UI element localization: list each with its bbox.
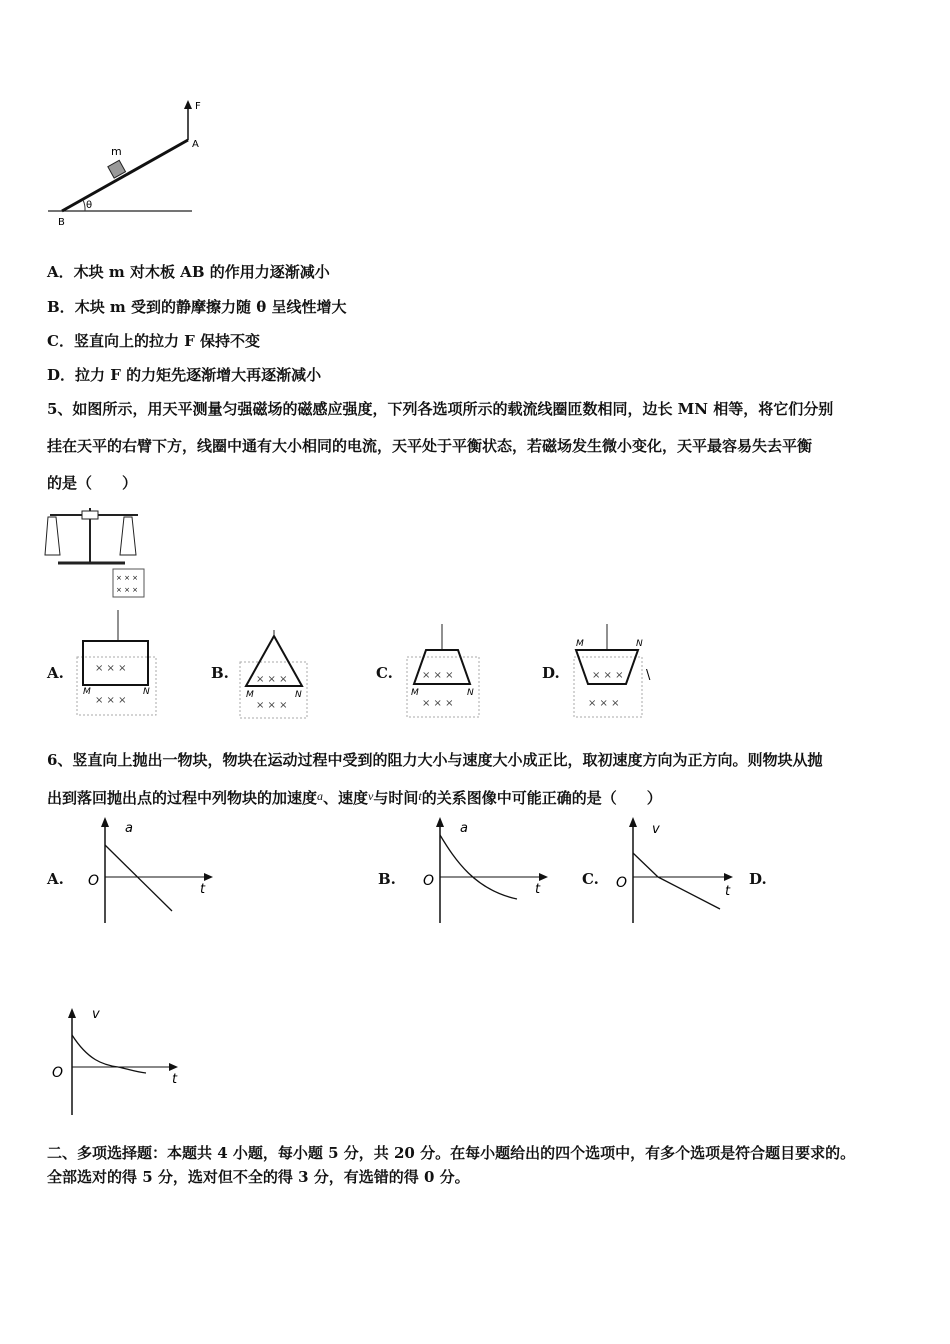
- mass-label: m: [111, 145, 122, 158]
- svg-text:O: O: [423, 873, 435, 889]
- q6-option-d-label: D.: [749, 870, 767, 888]
- svg-text:v: v: [652, 822, 660, 837]
- svg-text:t: t: [172, 1072, 178, 1087]
- angle-label: θ: [86, 200, 93, 211]
- q5-option-d-label: D.: [542, 664, 560, 682]
- svg-text:× × ×: × × ×: [592, 670, 624, 681]
- q5-option-d-figure: [570, 624, 660, 720]
- q5-option-b-label: B.: [211, 664, 229, 682]
- balance-field-row2: × × ×: [116, 586, 139, 594]
- q4-option-c: C．竖直向上的拉力 F 保持不变: [47, 332, 261, 350]
- q6-option-a-label: A.: [47, 870, 64, 888]
- q6-option-b-label: B.: [378, 870, 396, 888]
- balance-figure: [40, 503, 150, 600]
- balance-field-row1: × × ×: [116, 574, 139, 582]
- svg-text:M: M: [83, 687, 91, 697]
- q4-option-d: D．拉力 F 的力矩先逐渐增大再逐渐减小: [47, 366, 322, 384]
- q5-stem-line2: 挂在天平的右臂下方，线圈中通有大小相同的电流，天平处于平衡状态，若磁场发生微小变化，天平最容易失去平衡: [47, 437, 813, 455]
- q5-stem-line3: 的是（ ）: [47, 474, 138, 492]
- section2-line2: 全部选对的得 5 分，选对但不全的得 3 分，有选错的得 0 分。: [47, 1168, 470, 1186]
- point-a-label: A: [192, 139, 199, 150]
- svg-text:× × ×: × × ×: [422, 670, 454, 681]
- svg-text:t: t: [200, 882, 206, 897]
- svg-text:M: M: [411, 688, 419, 698]
- svg-text:× × ×: × × ×: [256, 674, 288, 685]
- svg-text:M: M: [246, 690, 254, 700]
- force-label: F: [195, 101, 201, 112]
- q5-option-c-label: C.: [376, 664, 393, 682]
- q5-option-b-figure: [238, 630, 310, 720]
- q6-option-c-label: C.: [582, 870, 599, 888]
- incline-board-figure: [40, 95, 220, 230]
- q6-stem-line2: 出到落回抛出点的过程中列物块的加速度$^a$、速度$^v$与时间$^t$的关系图像中可能正确的是（ ）: [47, 789, 662, 807]
- section2-line1: 二、多项选择题：本题共 4 小题，每小题 5 分，共 20 分。在每小题给出的四个选项中，有多个选项是符合题目要求的。: [47, 1144, 856, 1162]
- svg-text:O: O: [52, 1065, 64, 1081]
- point-b-label: B: [58, 217, 65, 228]
- svg-text:× × ×: × × ×: [422, 698, 454, 709]
- svg-text:a: a: [460, 821, 468, 836]
- svg-text:N: N: [467, 688, 474, 698]
- q6-stem-line1: 6、竖直向上抛出一物块，物块在运动过程中受到的阻力大小与速度大小成正比，取初速度方向为正方向。则物块从抛: [47, 751, 823, 769]
- svg-text:N: N: [295, 690, 302, 700]
- svg-text:× × ×: × × ×: [256, 700, 288, 711]
- q5-stem-line1: 5、如图所示，用天平测量匀强磁场的磁感应强度，下列各选项所示的载流线圈匝数相同，边长 MN 相等，将它们分别: [47, 400, 834, 418]
- svg-text:N: N: [143, 687, 150, 697]
- svg-text:\: \: [646, 668, 651, 683]
- svg-text:O: O: [88, 873, 100, 889]
- q5-option-a-figure: [73, 610, 159, 718]
- q6-graph-b: [415, 815, 555, 927]
- svg-text:× × ×: × × ×: [95, 663, 127, 674]
- svg-text:× × ×: × × ×: [588, 698, 620, 709]
- q6-graph-d: [48, 1005, 188, 1117]
- svg-text:M: M: [576, 639, 584, 649]
- q5-option-c-figure: [404, 624, 484, 720]
- svg-text:O: O: [616, 875, 628, 891]
- svg-text:a: a: [125, 821, 133, 836]
- svg-text:v: v: [92, 1007, 100, 1022]
- q4-option-b: B．木块 m 受到的静摩擦力随 θ 呈线性增大: [47, 298, 347, 316]
- svg-text:t: t: [725, 884, 731, 899]
- q6-graph-c: [608, 815, 748, 927]
- q5-option-a-label: A.: [47, 664, 64, 682]
- svg-text:t: t: [535, 882, 541, 897]
- q6-graph-a: [80, 815, 220, 927]
- svg-text:N: N: [636, 639, 643, 649]
- svg-text:× × ×: × × ×: [95, 695, 127, 706]
- q4-option-a: A．木块 m 对木板 AB 的作用力逐渐减小: [47, 263, 330, 281]
